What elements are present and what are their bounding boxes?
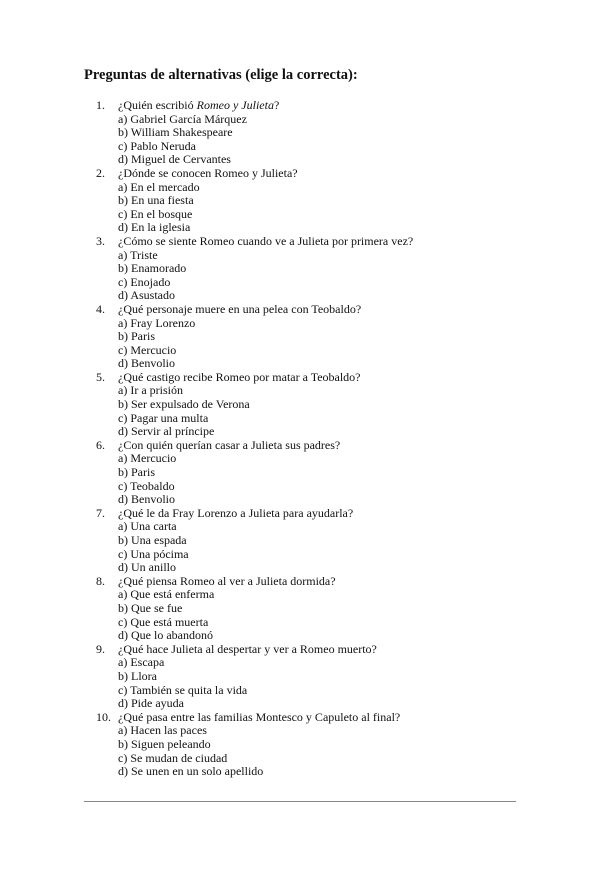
answer-option: a) En el mercado — [118, 179, 200, 194]
question-number: 7. — [96, 505, 105, 520]
question-item — [96, 439, 526, 507]
answer-option: b) Siguen peleando — [118, 736, 211, 751]
answer-option: c) Pablo Neruda — [118, 138, 196, 153]
question-number: 9. — [96, 641, 105, 656]
answer-option: a) Mercucio — [118, 451, 177, 466]
answer-option: b) Una espada — [118, 533, 187, 547]
question-row — [96, 575, 526, 589]
question-row — [96, 439, 526, 453]
question-text-end: ? — [273, 98, 280, 112]
answer-option: c) En el bosque — [118, 206, 193, 221]
answer-option: d) Pide ayuda — [118, 696, 184, 711]
question-text — [118, 371, 361, 385]
answer-option: b) William Shakespeare — [118, 125, 233, 140]
question-number: 3. — [96, 233, 105, 248]
answer-option: c) Una pócima — [118, 546, 189, 561]
answer-option: a) Que está enferma — [118, 587, 215, 602]
question-item — [96, 303, 526, 371]
question-item — [96, 575, 526, 643]
question-row — [96, 235, 526, 249]
answer-option: b) Ser expulsado de Verona — [118, 397, 250, 412]
question-item — [96, 99, 526, 167]
question-row — [96, 303, 526, 317]
answer-option: c) Que está muerta — [118, 614, 209, 629]
answer-option: d) Benvolio — [118, 492, 175, 507]
question-number: 2. — [96, 165, 105, 180]
question-number: 10. — [96, 709, 111, 724]
answer-option: b) Llora — [118, 668, 157, 683]
question-item — [96, 711, 526, 779]
question-text — [118, 507, 353, 521]
question-row — [96, 507, 526, 521]
question-text-main: ¿Con quién querían casar a Julieta sus padres? — [118, 437, 341, 452]
answer-option: a) Triste — [118, 247, 158, 262]
answer-option: a) Escapa — [118, 655, 165, 670]
question-row — [96, 371, 526, 385]
question-text-main: ¿Quién escribió — [118, 98, 197, 112]
question-row — [96, 99, 526, 113]
answer-option: a) Hacen las paces — [118, 723, 207, 738]
question-item — [96, 643, 526, 711]
question-number: 8. — [96, 573, 105, 588]
question-item — [96, 507, 526, 575]
question-text-main: ¿Dónde se conocen Romeo y Julieta? — [118, 165, 298, 180]
question-item — [96, 371, 526, 439]
answer-option: d) Miguel de Cervantes — [118, 152, 231, 167]
answer-option: c) Mercucio — [118, 342, 177, 357]
question-number: 6. — [96, 437, 105, 452]
question-item — [96, 167, 526, 235]
question-text-main: ¿Qué personaje muere en una pelea con Teobaldo? — [118, 301, 362, 316]
answer-option: b) Enamorado — [118, 261, 187, 276]
question-text-main: ¿Qué piensa Romeo al ver a Julieta dormida? — [118, 573, 336, 588]
answer-option: d) En la iglesia — [118, 220, 191, 235]
answer-option: c) Teobaldo — [118, 478, 175, 493]
answer-option: a) Gabriel García Márquez — [118, 111, 247, 126]
answer-option: a) Ir a prisión — [118, 383, 183, 398]
answer-option: a) Una carta — [118, 519, 177, 534]
answer-option: d) Servir al príncipe — [118, 424, 215, 439]
question-number: 1. — [96, 98, 105, 112]
answer-option: d) Asustado — [118, 288, 175, 303]
question-text-main: ¿Qué castigo recibe Romeo por matar a Teobaldo? — [118, 369, 361, 384]
question-row — [96, 643, 526, 657]
question-text-italic: Romeo y Julieta — [196, 98, 274, 112]
question-number: 4. — [96, 301, 105, 316]
answer-option: c) También se quita la vida — [118, 682, 248, 697]
question-item — [96, 235, 526, 303]
answer-option: d) Se unen en un solo apellido — [118, 764, 264, 779]
question-text-main: ¿Qué hace Julieta al despertar y ver a Romeo muerto? — [118, 641, 377, 656]
question-text-main: ¿Cómo se siente Romeo cuando ve a Julieta por primera vez? — [118, 233, 414, 248]
question-text — [118, 235, 413, 249]
question-text — [118, 303, 361, 317]
answer-option: d) Benvolio — [118, 356, 175, 371]
question-text — [118, 99, 279, 113]
answer-option: b) En una fiesta — [118, 193, 194, 208]
answer-option: a) Fray Lorenzo — [118, 315, 196, 330]
footer-divider — [84, 801, 516, 802]
answer-option: c) Pagar una multa — [118, 410, 209, 425]
worksheet-title: Preguntas de alternativas (elige la correcta): — [84, 67, 358, 83]
question-row — [96, 167, 526, 181]
answer-option: b) Paris — [118, 329, 155, 344]
question-text — [118, 575, 336, 589]
answer-option: b) Que se fue — [118, 600, 183, 615]
question-row — [96, 711, 526, 725]
question-text-main: ¿Qué le da Fray Lorenzo a Julieta para ayudarla? — [118, 505, 354, 520]
answer-option: d) Un anillo — [118, 560, 176, 575]
answer-option: d) Que lo abandonó — [118, 628, 213, 643]
question-text — [118, 439, 340, 453]
question-list — [96, 99, 526, 779]
question-text — [118, 711, 400, 725]
question-text — [118, 167, 298, 181]
answer-option: c) Enojado — [118, 274, 171, 289]
answer-option: c) Se mudan de ciudad — [118, 750, 228, 765]
question-number: 5. — [96, 369, 105, 384]
answer-option: b) Paris — [118, 465, 155, 480]
question-text-main: ¿Qué pasa entre las familias Montesco y Capuleto al final? — [118, 709, 401, 724]
question-text — [118, 643, 377, 657]
